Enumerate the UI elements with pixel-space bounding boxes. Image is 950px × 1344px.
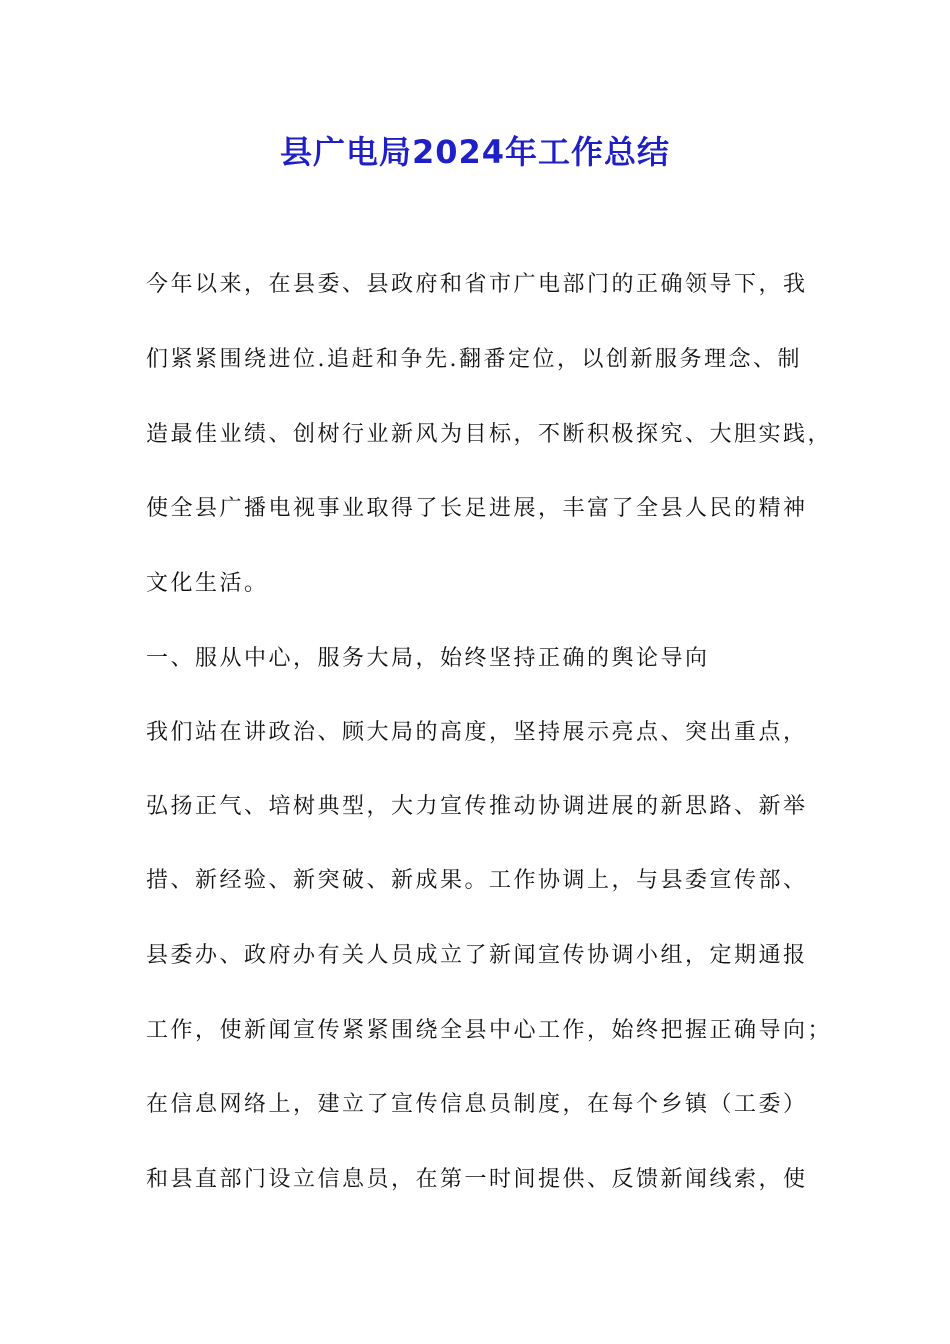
paragraph-line: 我们站在讲政治、顾大局的高度，坚持展示亮点、突出重点，	[146, 720, 808, 745]
paragraph-line: 在信息网络上，建立了宣传信息员制度，在每个乡镇（工委）	[146, 1092, 808, 1117]
paragraph-line: 使全县广播电视事业取得了长足进展，丰富了全县人民的精神	[146, 496, 808, 521]
paragraph-line: 们紧紧围绕进位.追赶和争先.翻番定位，以创新服务理念、制	[146, 347, 802, 372]
section-heading: 一、服从中心，服务大局，始终坚持正确的舆论导向	[146, 646, 710, 671]
paragraph-line: 和县直部门设立信息员，在第一时间提供、反馈新闻线索，使	[146, 1167, 808, 1192]
paragraph-line: 工作，使新闻宣传紧紧围绕全县中心工作，始终把握正确导向；	[146, 1018, 833, 1043]
paragraph-line: 造最佳业绩、创树行业新风为目标，不断积极探究、大胆实践，	[146, 422, 833, 447]
document-title: 县广电局2024年工作总结	[279, 133, 671, 171]
paragraph-line: 今年以来，在县委、县政府和省市广电部门的正确领导下，我	[146, 272, 808, 297]
paragraph-line: 县委办、政府办有关人员成立了新闻宣传协调小组，定期通报	[146, 943, 808, 968]
paragraph-line: 措、新经验、新突破、新成果。工作协调上，与县委宣传部、	[146, 868, 808, 893]
paragraph-line: 弘扬正气、培树典型，大力宣传推动协调进展的新思路、新举	[146, 794, 808, 819]
paragraph-line: 文化生活。	[146, 571, 269, 596]
